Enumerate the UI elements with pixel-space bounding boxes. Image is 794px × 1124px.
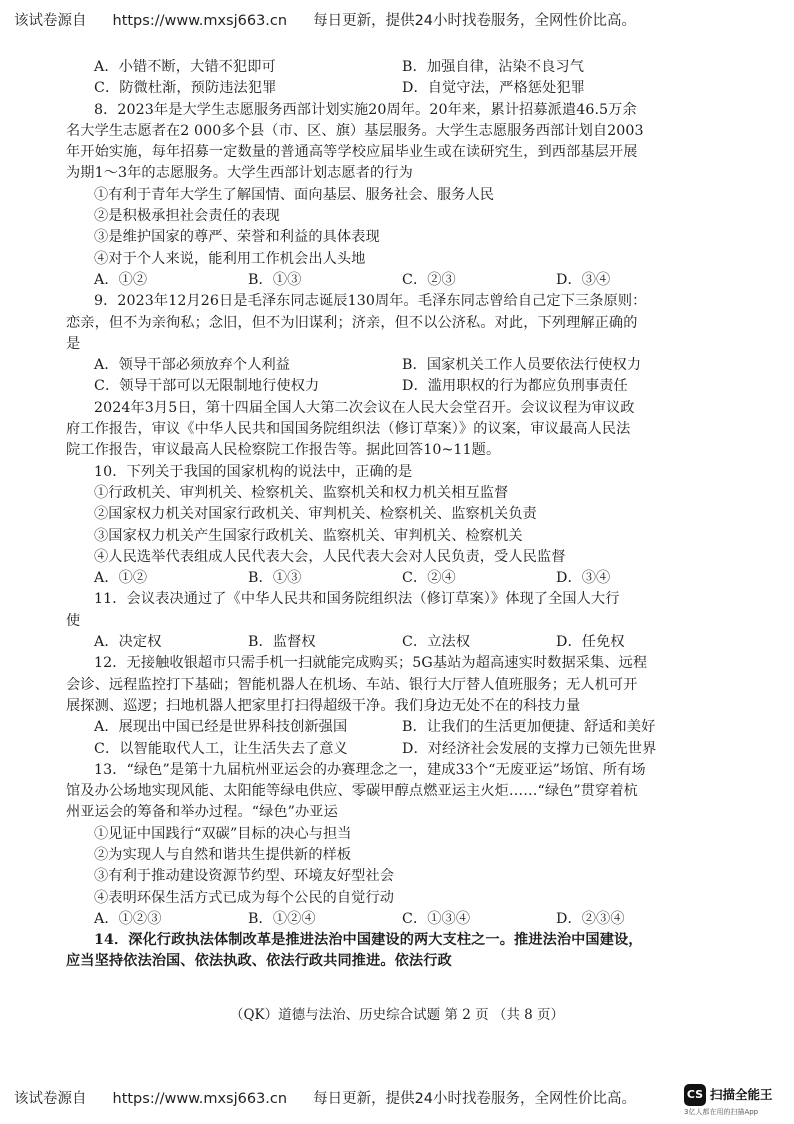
material-3: 院工作报告，审议最高人民检察院工作报告等。据此回答10~11题。: [66, 442, 501, 459]
q10-option-d: D．③④: [556, 570, 611, 587]
q7-option-c: C．防微杜渐，预防违法犯罪: [94, 80, 277, 97]
q8-item-2: ②是积极承担社会责任的表现: [94, 208, 280, 225]
exam-page: [66, 57, 682, 973]
q13-options: [66, 909, 682, 930]
banner-slogan-bottom: 每日更新，提供24小时找卷服务，全网性价比高。: [313, 1091, 637, 1107]
q7-option-b: B．加强自律，沾染不良习气: [402, 59, 584, 75]
q7-option-a: A．小错不断，大错不犯即可: [94, 59, 276, 75]
q12-stem-2: 会诊、远程监控打下基础；智能机器人在机场、车站、银行大厅替人值班服务；无人机可开: [66, 676, 638, 693]
q10-item-2: ②国家权力机关对国家行政机关、审判机关、检察机关、监察机关负责: [94, 506, 537, 523]
banner-url-bottom[interactable]: https://www.mxsj663.cn: [112, 1091, 288, 1107]
q8-item-1: ①有利于青年大学生了解国情、面向基层、服务社会、服务人民: [94, 186, 495, 203]
q7-option-d: D．自觉守法，严格惩处犯罪: [402, 80, 585, 97]
q11-options: [66, 632, 682, 653]
q8-stem-1: 8．2023年是大学生志愿服务西部计划实施20周年。20年来，累计招募派遣46.5万余: [94, 101, 637, 118]
q13-option-a: A．①②③: [94, 910, 162, 927]
q13-option-c: C．①③④: [402, 910, 471, 927]
q8-stem-2: 名大学生志愿者在2 000多个县（市、区、旗）基层服务。大学生志愿服务西部计划自2003: [66, 122, 644, 139]
q11-option-d: D．任免权: [556, 634, 625, 651]
q13-item-3: ③有利于推动建设资源节约型、环境友好型社会: [94, 868, 395, 885]
camscanner-icon: CS: [684, 1084, 706, 1106]
q8-options: [66, 270, 682, 291]
q13-item-2: ②为实现人与自然和谐共生提供新的样板: [94, 846, 352, 863]
q9-option-d: D．滥用职权的行为都应负刑事责任: [402, 378, 628, 395]
q9-option-b: B．国家机关工作人员要依法行使权力: [402, 357, 642, 374]
q13-stem-1: 13．“绿色”是第十九届杭州亚运会的办赛理念之一，建成33个“无废亚运”场馆、所有场: [94, 761, 646, 778]
banner-site: 该试卷源自: [14, 13, 87, 29]
q8-option-d: D．③④: [556, 271, 611, 288]
q13-stem-3: 州亚运会的筹备和举办过程。“绿色”办亚运: [66, 804, 338, 821]
q7-options-row-1: [66, 57, 682, 78]
q13-stem-2: 馆及办公场地实现风能、太阳能等绿电供应、零碳甲醇点燃亚运主火炬……“绿色”贯穿着杭: [66, 783, 638, 800]
q12-option-d: D．对经济社会发展的支撑力已领先世界: [402, 740, 657, 757]
q12-option-b: B．让我们的生活更加便捷、舒适和美好: [402, 719, 656, 736]
banner-site-bottom: 该试卷源自: [14, 1091, 87, 1107]
q9-option-c: C．领导干部可以无限制地行使权力: [94, 378, 320, 395]
q11-option-b: B．监督权: [248, 634, 316, 651]
camscanner-logo: [684, 1082, 788, 1118]
q8-item-4: ④对于个人来说，能利用工作机会出人头地: [94, 250, 366, 267]
q8-option-c: C．②③: [402, 271, 456, 288]
banner-url[interactable]: https://www.mxsj663.cn: [112, 13, 288, 29]
page-footer: （QK）道德与法治、历史综合试题 第 2 页 （共 8 页）: [229, 1007, 565, 1023]
camscanner-tagline: 3亿人都在用的扫描App: [684, 1108, 759, 1116]
q9-stem-1: 9．2023年12月26日是毛泽东同志诞辰130周年。毛泽东同志曾给自己定下三条原则：: [94, 293, 647, 310]
q13-option-d: D．②③④: [556, 910, 625, 927]
q11-option-c: C．立法权: [402, 634, 471, 651]
q10-item-1: ①行政机关、审判机关、检察机关、监察机关和权力机关相互监督: [94, 484, 509, 501]
q11-stem-2: 使: [66, 612, 81, 629]
q9-stem-2: 恋亲，但不为亲徇私；念旧，但不为旧谋利；济亲，但不以公济私。对此，下列理解正确的: [66, 314, 638, 331]
q9-options-row-2: [66, 376, 682, 397]
q14-stem-1: 14．深化行政执法体制改革是推进法治中国建设的两大支柱之一。推进法治中国建设，: [94, 932, 643, 949]
q12-option-c: C．以智能取代人工，让生活失去了意义: [94, 740, 348, 757]
footer-banner: [14, 1086, 784, 1112]
q7-options-row-2: [66, 78, 682, 99]
q9-options-row-1: [66, 355, 682, 376]
q12-options-row-1: [66, 717, 682, 738]
q8-item-3: ③是维护国家的尊严、荣誉和利益的具体表现: [94, 229, 380, 246]
q8-stem-3: 年开始实施，每年招募一定数量的普通高等学校应届毕业生或在读研究生，到西部基层开展: [66, 144, 638, 161]
material-1: 2024年3月5日，第十四届全国人大第二次会议在人民大会堂召开。会议议程为审议政: [94, 399, 635, 416]
q10-stem: 10．下列关于我国的国家机构的说法中，正确的是: [94, 463, 413, 480]
header-banner: [14, 8, 784, 34]
q13-option-b: B．①②④: [248, 910, 316, 927]
q11-option-a: A．决定权: [94, 634, 162, 651]
q12-option-a: A．展现出中国已经是世界科技创新强国: [94, 719, 348, 736]
q9-option-a: A．领导干部必须放弃个人利益: [94, 357, 291, 374]
q13-item-1: ①见证中国践行“双碳”目标的决心与担当: [94, 825, 352, 842]
q13-item-4: ④表明环保生活方式已成为每个公民的自觉行动: [94, 889, 395, 906]
material-2: 府工作报告，审议《中华人民共和国国务院组织法（修订草案）》的议案，审议最高人民法: [66, 421, 631, 438]
q10-option-a: A．①②: [94, 570, 148, 587]
q10-option-c: C．②④: [402, 570, 456, 587]
q8-option-b: B．①③: [248, 271, 302, 288]
q10-options: [66, 568, 682, 589]
q8-stem-4: 为期1～3年的志愿服务。大学生西部计划志愿者的行为: [66, 165, 413, 182]
q12-stem-1: 12．无接触收银超市只需手机一扫就能完成购买；5G基站为超高速实时数据采集、远程: [94, 655, 648, 672]
q11-stem-1: 11．会议表决通过了《中华人民共和国务院组织法（修订草案）》体现了全国人大行: [94, 591, 620, 608]
q10-item-3: ③国家权力机关产生国家行政机关、监察机关、审判机关、检察机关: [94, 527, 523, 544]
q12-stem-3: 展探测、巡逻；扫地机器人把家里打扫得超级干净。我们身边无处不在的科技力量: [66, 697, 581, 714]
q10-item-4: ④人民选举代表组成人民代表大会，人民代表大会对人民负责，受人民监督: [94, 548, 566, 565]
q9-stem-3: 是: [66, 335, 81, 352]
camscanner-name: 扫描全能王: [710, 1087, 773, 1102]
q8-option-a: A．①②: [94, 271, 148, 288]
q10-option-b: B．①③: [248, 570, 302, 587]
banner-slogan: 每日更新，提供24小时找卷服务，全网性价比高。: [313, 13, 637, 29]
q14-stem-2: 应当坚持依法治国、依法执政、依法行政共同推进。依法行政: [66, 953, 452, 970]
q12-options-row-2: [66, 739, 682, 760]
